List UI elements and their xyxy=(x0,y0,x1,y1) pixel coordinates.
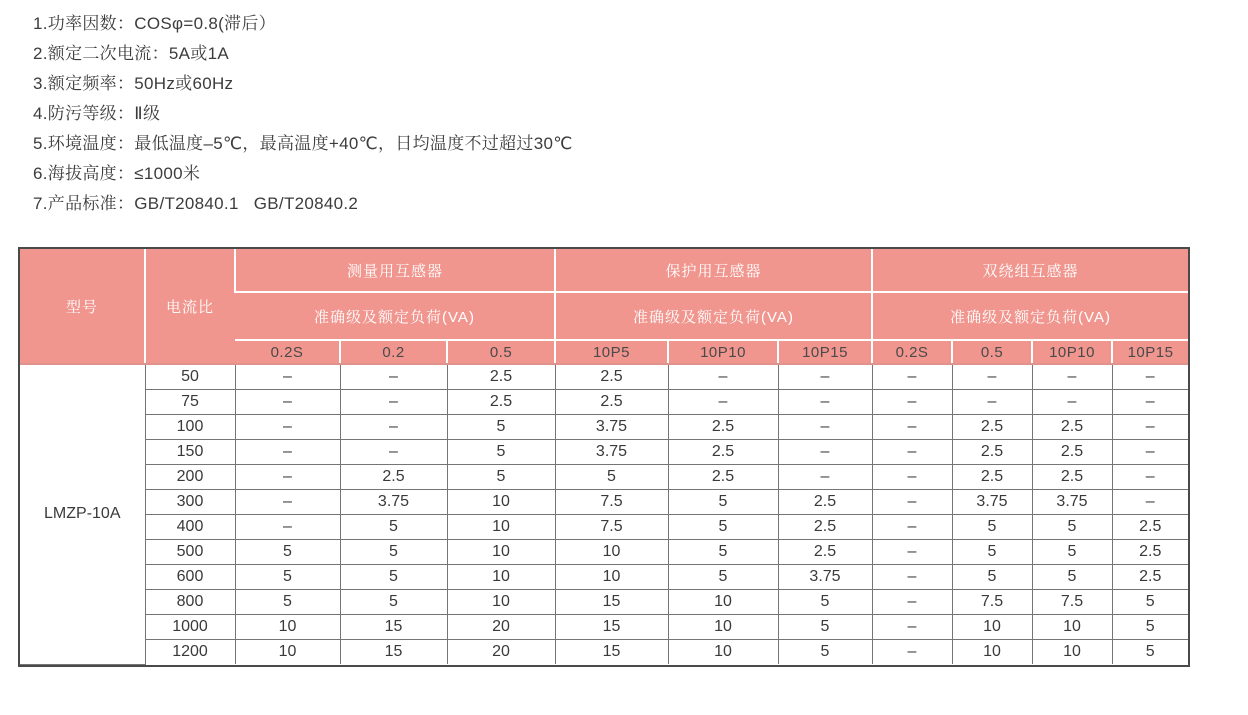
value-cell: – xyxy=(668,390,778,415)
ratio-cell: 300 xyxy=(145,490,235,515)
value-cell: 3.75 xyxy=(778,565,872,590)
class-header: 10P15 xyxy=(1112,340,1188,364)
value-cell: 2.5 xyxy=(447,364,555,390)
value-cell: – xyxy=(778,415,872,440)
table-row xyxy=(20,565,1188,590)
value-cell: 2.5 xyxy=(1032,465,1112,490)
value-cell: 2.5 xyxy=(340,465,447,490)
value-cell: – xyxy=(340,440,447,465)
value-cell: 7.5 xyxy=(555,515,668,540)
value-cell: – xyxy=(872,465,952,490)
value-cell: 3.75 xyxy=(340,490,447,515)
value-cell: – xyxy=(872,640,952,665)
value-cell: 10 xyxy=(952,615,1032,640)
ratio-cell: 50 xyxy=(145,364,235,390)
value-cell: 10 xyxy=(1032,640,1112,665)
value-cell: – xyxy=(1032,364,1112,390)
class-header: 0.2 xyxy=(340,340,447,364)
ratio-cell: 200 xyxy=(145,465,235,490)
value-cell: 3.75 xyxy=(1032,490,1112,515)
value-cell: – xyxy=(340,390,447,415)
value-cell: – xyxy=(872,615,952,640)
group-header-measuring: 测量用互感器 xyxy=(235,249,555,292)
value-cell: – xyxy=(778,465,872,490)
value-cell: 5 xyxy=(235,565,340,590)
value-cell: 2.5 xyxy=(952,440,1032,465)
spec-item-3: 3.额定频率：50Hz或60Hz xyxy=(33,74,234,93)
value-cell: 2.5 xyxy=(1112,540,1188,565)
value-cell: 7.5 xyxy=(952,590,1032,615)
value-cell: 15 xyxy=(555,640,668,665)
value-cell: – xyxy=(872,490,952,515)
value-cell: 5 xyxy=(778,590,872,615)
value-cell: – xyxy=(235,490,340,515)
value-cell: – xyxy=(340,415,447,440)
value-cell: 10 xyxy=(235,615,340,640)
value-cell: – xyxy=(872,364,952,390)
value-cell: 2.5 xyxy=(668,415,778,440)
value-cell: – xyxy=(778,364,872,390)
value-cell: 10 xyxy=(235,640,340,665)
value-cell: – xyxy=(872,515,952,540)
value-cell: 15 xyxy=(340,640,447,665)
value-cell: 15 xyxy=(340,615,447,640)
value-cell: 7.5 xyxy=(1032,590,1112,615)
class-header: 0.5 xyxy=(952,340,1032,364)
model-cell: LMZP-10A xyxy=(20,364,145,664)
value-cell: 2.5 xyxy=(555,364,668,390)
value-cell: 5 xyxy=(447,415,555,440)
spec-item-1: 1.功率因数：COSφ=0.8(滞后） xyxy=(33,14,276,33)
value-cell: 5 xyxy=(1032,565,1112,590)
value-cell: 5 xyxy=(1112,615,1188,640)
value-cell: – xyxy=(235,415,340,440)
rating-table xyxy=(20,249,1188,665)
table-row xyxy=(20,515,1188,540)
value-cell: 2.5 xyxy=(555,390,668,415)
ratio-cell: 600 xyxy=(145,565,235,590)
value-cell: 2.5 xyxy=(778,515,872,540)
group-header-protection: 保护用互感器 xyxy=(555,249,872,292)
value-cell: 5 xyxy=(340,540,447,565)
value-cell: 5 xyxy=(1032,540,1112,565)
value-cell: 5 xyxy=(1032,515,1112,540)
value-cell: 15 xyxy=(555,615,668,640)
value-cell: – xyxy=(1112,490,1188,515)
ratio-cell: 500 xyxy=(145,540,235,565)
table-row xyxy=(20,364,1188,390)
value-cell: 7.5 xyxy=(555,490,668,515)
value-cell: 3.75 xyxy=(555,440,668,465)
col-header-model: 型号 xyxy=(20,249,145,364)
value-cell: 5 xyxy=(668,515,778,540)
class-header: 10P15 xyxy=(778,340,872,364)
value-cell: 5 xyxy=(235,540,340,565)
value-cell: 2.5 xyxy=(668,440,778,465)
value-cell: 10 xyxy=(952,640,1032,665)
value-cell: – xyxy=(235,364,340,390)
table-header xyxy=(20,249,1188,364)
value-cell: – xyxy=(952,364,1032,390)
value-cell: – xyxy=(952,390,1032,415)
spec-item-2: 2.额定二次电流：5A或1A xyxy=(33,44,229,63)
value-cell: – xyxy=(668,364,778,390)
value-cell: 5 xyxy=(1112,590,1188,615)
table-row xyxy=(20,415,1188,440)
class-header: 0.5 xyxy=(447,340,555,364)
value-cell: – xyxy=(340,364,447,390)
value-cell: 10 xyxy=(668,640,778,665)
table-row xyxy=(20,615,1188,640)
table-row xyxy=(20,440,1188,465)
value-cell: 3.75 xyxy=(555,415,668,440)
group-header-dual-winding: 双绕组互感器 xyxy=(872,249,1188,292)
value-cell: – xyxy=(872,590,952,615)
value-cell: 10 xyxy=(555,565,668,590)
value-cell: – xyxy=(872,390,952,415)
value-cell: 10 xyxy=(447,490,555,515)
value-cell: 5 xyxy=(778,615,872,640)
table-row xyxy=(20,465,1188,490)
value-cell: 15 xyxy=(555,590,668,615)
value-cell: 10 xyxy=(668,615,778,640)
value-cell: – xyxy=(235,390,340,415)
value-cell: 2.5 xyxy=(447,390,555,415)
value-cell: 2.5 xyxy=(778,540,872,565)
value-cell: 5 xyxy=(340,515,447,540)
value-cell: – xyxy=(778,440,872,465)
value-cell: 2.5 xyxy=(952,415,1032,440)
class-header: 10P5 xyxy=(555,340,668,364)
value-cell: – xyxy=(872,440,952,465)
value-cell: 5 xyxy=(952,565,1032,590)
value-cell: 5 xyxy=(952,515,1032,540)
spec-item-7: 7.产品标准：GB/T20840.1 GB/T20840.2 xyxy=(33,194,359,213)
value-cell: 3.75 xyxy=(952,490,1032,515)
value-cell: 2.5 xyxy=(668,465,778,490)
value-cell: – xyxy=(235,465,340,490)
table-row xyxy=(20,390,1188,415)
ratio-cell: 800 xyxy=(145,590,235,615)
value-cell: 10 xyxy=(555,540,668,565)
value-cell: 2.5 xyxy=(778,490,872,515)
value-cell: – xyxy=(1112,390,1188,415)
value-cell: 5 xyxy=(668,540,778,565)
value-cell: – xyxy=(1112,415,1188,440)
spec-item-6: 6.海拔高度：≤1000米 xyxy=(33,164,201,183)
value-cell: – xyxy=(1112,440,1188,465)
header-row-groups xyxy=(20,249,1188,292)
value-cell: 5 xyxy=(1112,640,1188,665)
value-cell: – xyxy=(872,540,952,565)
value-cell: 5 xyxy=(778,640,872,665)
value-cell: 2.5 xyxy=(1032,440,1112,465)
value-cell: 5 xyxy=(447,440,555,465)
value-cell: 5 xyxy=(668,490,778,515)
class-header: 10P10 xyxy=(1032,340,1112,364)
ratio-cell: 1000 xyxy=(145,615,235,640)
value-cell: 10 xyxy=(447,515,555,540)
value-cell: 5 xyxy=(668,565,778,590)
value-cell: 5 xyxy=(235,590,340,615)
value-cell: – xyxy=(872,415,952,440)
table-row xyxy=(20,490,1188,515)
subtitle-measuring: 准确级及额定负荷(VA) xyxy=(235,292,555,340)
value-cell: 10 xyxy=(447,590,555,615)
value-cell: 5 xyxy=(952,540,1032,565)
value-cell: – xyxy=(1032,390,1112,415)
value-cell: 5 xyxy=(447,465,555,490)
value-cell: 10 xyxy=(668,590,778,615)
subtitle-protection: 准确级及额定负荷(VA) xyxy=(555,292,872,340)
value-cell: – xyxy=(235,440,340,465)
class-header: 10P10 xyxy=(668,340,778,364)
value-cell: 20 xyxy=(447,640,555,665)
class-header: 0.2S xyxy=(872,340,952,364)
ratio-cell: 400 xyxy=(145,515,235,540)
rating-table-wrapper xyxy=(18,247,1190,667)
col-header-ratio: 电流比 xyxy=(145,249,235,364)
spec-item-5: 5.环境温度：最低温度–5℃，最高温度+40℃，日均温度不过超过30℃ xyxy=(33,134,573,153)
value-cell: – xyxy=(778,390,872,415)
ratio-cell: 75 xyxy=(145,390,235,415)
table-row xyxy=(20,640,1188,665)
value-cell: 10 xyxy=(447,540,555,565)
ratio-cell: 100 xyxy=(145,415,235,440)
ratio-cell: 150 xyxy=(145,440,235,465)
value-cell: 10 xyxy=(447,565,555,590)
ratio-cell: 1200 xyxy=(145,640,235,665)
value-cell: 10 xyxy=(1032,615,1112,640)
subtitle-dual-winding: 准确级及额定负荷(VA) xyxy=(872,292,1188,340)
value-cell: 5 xyxy=(340,590,447,615)
value-cell: 20 xyxy=(447,615,555,640)
value-cell: 5 xyxy=(340,565,447,590)
value-cell: 2.5 xyxy=(1032,415,1112,440)
value-cell: 5 xyxy=(555,465,668,490)
value-cell: 2.5 xyxy=(1112,565,1188,590)
spec-item-4: 4.防污等级：Ⅱ级 xyxy=(33,104,161,123)
table-row xyxy=(20,540,1188,565)
spec-list xyxy=(0,0,1248,219)
value-cell: – xyxy=(872,565,952,590)
value-cell: – xyxy=(235,515,340,540)
value-cell: 2.5 xyxy=(1112,515,1188,540)
value-cell: – xyxy=(1112,465,1188,490)
class-header: 0.2S xyxy=(235,340,340,364)
value-cell: 2.5 xyxy=(952,465,1032,490)
table-body xyxy=(20,364,1188,664)
value-cell: – xyxy=(1112,364,1188,390)
table-row xyxy=(20,590,1188,615)
